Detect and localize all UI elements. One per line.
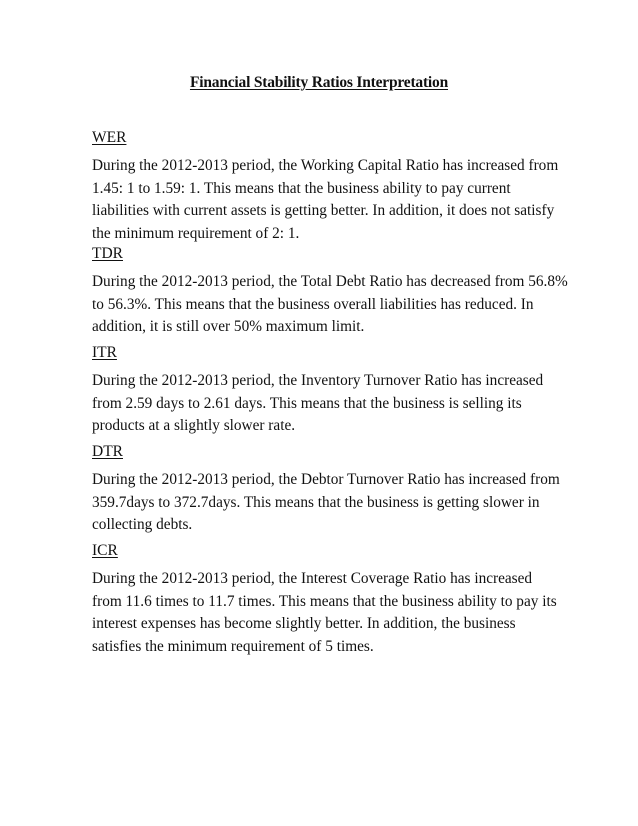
body-line: During the 2012-2013 period, the Inventory Turnover Ratio has increased [92,372,544,389]
body-line: 359.7days to 372.7days. This means that the business is getting slower in [92,493,540,511]
section-heading-itr: ITR [92,344,117,361]
section-body-dtr [92,469,562,537]
body-line: from 11.6 times to 11.7 times. This means that the business ability to pay its [92,592,557,610]
section-body-icr [92,568,562,658]
section-heading-dtr: DTR [92,443,123,460]
section-body-tdr [92,271,568,339]
body-line: During the 2012-2013 period, the Working Capital Ratio has increased from [92,157,559,174]
body-line: collecting debts. [92,516,193,533]
body-line: During the 2012-2013 period, the Total Debt Ratio has decreased from 56.8% [92,273,568,290]
section-body-itr [92,370,562,438]
section-body-wer [92,155,562,245]
section-heading-tdr: TDR [92,245,123,262]
body-line: satisfies the minimum requirement of 5 times. [92,637,374,655]
body-line: to 56.3%. This means that the business overall liabilities has reduced. In [92,295,534,313]
section-tdr [92,243,568,339]
body-line: During the 2012-2013 period, the Debtor Turnover Ratio has increased from [92,471,560,488]
body-line: the minimum requirement of 2: 1. [92,224,300,242]
section-heading-icr: ICR [92,542,118,559]
body-line: products at a slightly slower rate. [92,417,296,434]
body-line: interest expenses has become slightly better. In addition, the business [92,615,516,632]
section-wer [92,127,562,245]
body-line: from 2.59 days to 2.61 days. This means that the business is selling its [92,394,522,412]
section-dtr [92,441,562,537]
body-line: During the 2012-2013 period, the Interest Coverage Ratio has increased [92,570,533,587]
body-line: addition, it is still over 50% maximum limit. [92,318,365,335]
section-icr [92,540,562,658]
body-line: liabilities with current assets is getting better. In addition, it does not satisfy [92,202,555,219]
section-itr [92,342,562,438]
section-heading-wer: WER [92,129,127,146]
body-line: 1.45: 1 to 1.59: 1. This means that the business ability to pay current [92,179,511,197]
page-title: Financial Stability Ratios Interpretation [189,74,449,91]
